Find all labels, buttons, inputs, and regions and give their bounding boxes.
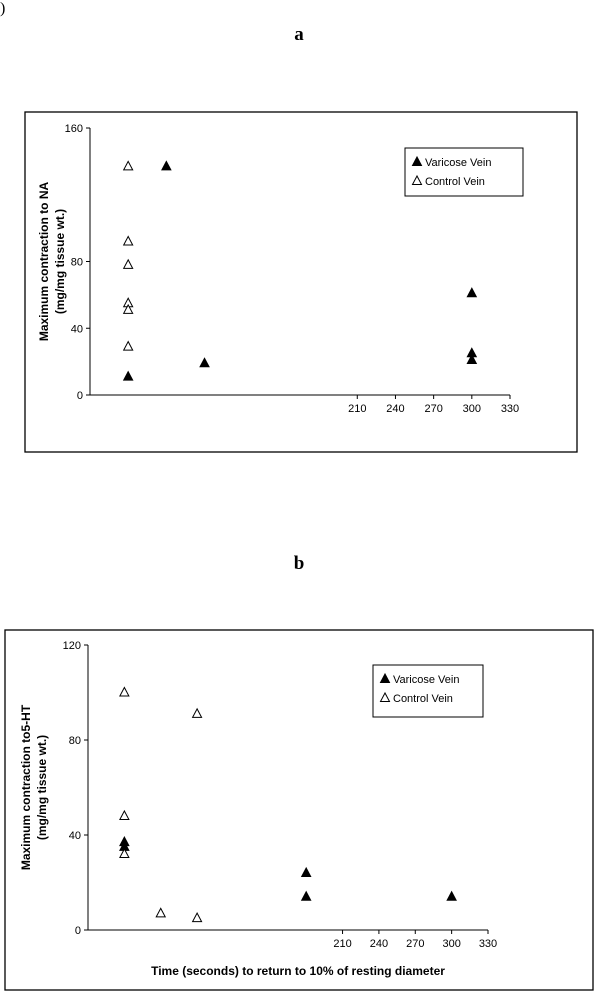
varicose-vein-point xyxy=(124,372,133,381)
y-tick-label: 120 xyxy=(62,640,81,652)
panel-label-b: b xyxy=(293,553,305,574)
varicose-vein-point xyxy=(302,868,311,877)
y-axis-title: Maximum contraction to5-HT xyxy=(19,704,33,871)
control-vein-point xyxy=(124,342,133,351)
x-tick-label: 330 xyxy=(478,938,498,950)
chart-frame xyxy=(5,630,593,990)
y-tick-label: 0 xyxy=(74,925,81,937)
y-tick-label: 80 xyxy=(68,735,81,747)
page-top-fragment: ) xyxy=(0,0,6,17)
control-vein-point xyxy=(124,260,133,269)
control-vein-point xyxy=(193,709,202,718)
x-tick-label: 330 xyxy=(500,403,520,415)
varicose-vein-point xyxy=(302,892,311,901)
x-tick-label: 240 xyxy=(386,403,405,415)
varicose-vein-point xyxy=(162,161,171,170)
legend-box xyxy=(373,665,483,717)
y-axis-title-units: (mg/mg tissue wt.) xyxy=(53,208,67,315)
x-tick-label: 210 xyxy=(333,938,352,950)
legend-box xyxy=(405,148,523,196)
varicose-vein-point xyxy=(467,288,476,297)
control-vein-point xyxy=(156,908,165,917)
x-tick-label: 300 xyxy=(442,938,461,950)
x-tick-label: 270 xyxy=(424,403,443,415)
y-tick-label: 40 xyxy=(70,323,83,336)
x-tick-label: 300 xyxy=(462,403,481,415)
x-tick-label: 240 xyxy=(369,938,389,950)
legend-varicose-label: Varicose Vein xyxy=(393,674,460,686)
y-axis-title: Maximum contraction to NA xyxy=(37,181,51,342)
y-tick-label: 80 xyxy=(70,256,83,269)
chart-panel-a xyxy=(25,112,577,452)
x-tick-label: 210 xyxy=(348,403,367,415)
chart-panel-b xyxy=(5,630,593,990)
x-axis-title: Time (seconds) to return to 10% of resting diameter xyxy=(151,964,445,978)
varicose-vein-point xyxy=(447,892,456,901)
x-tick-label: 270 xyxy=(406,938,425,950)
y-tick-label: 160 xyxy=(64,123,83,135)
y-tick-label: 40 xyxy=(68,830,81,842)
varicose-vein-point xyxy=(200,358,209,367)
y-axis-title-units: (mg/mg tissue wt.) xyxy=(35,734,49,841)
control-vein-point xyxy=(193,913,202,922)
control-vein-point xyxy=(120,688,129,697)
control-vein-point xyxy=(124,161,133,170)
y-tick-label: 0 xyxy=(76,390,83,402)
control-vein-point xyxy=(120,811,129,820)
panel-label-a: a xyxy=(294,24,304,45)
legend-control-label: Control Vein xyxy=(393,693,453,705)
legend-varicose-label: Varicose Vein xyxy=(425,157,492,169)
control-vein-point xyxy=(124,236,133,245)
legend-control-label: Control Vein xyxy=(425,176,485,188)
